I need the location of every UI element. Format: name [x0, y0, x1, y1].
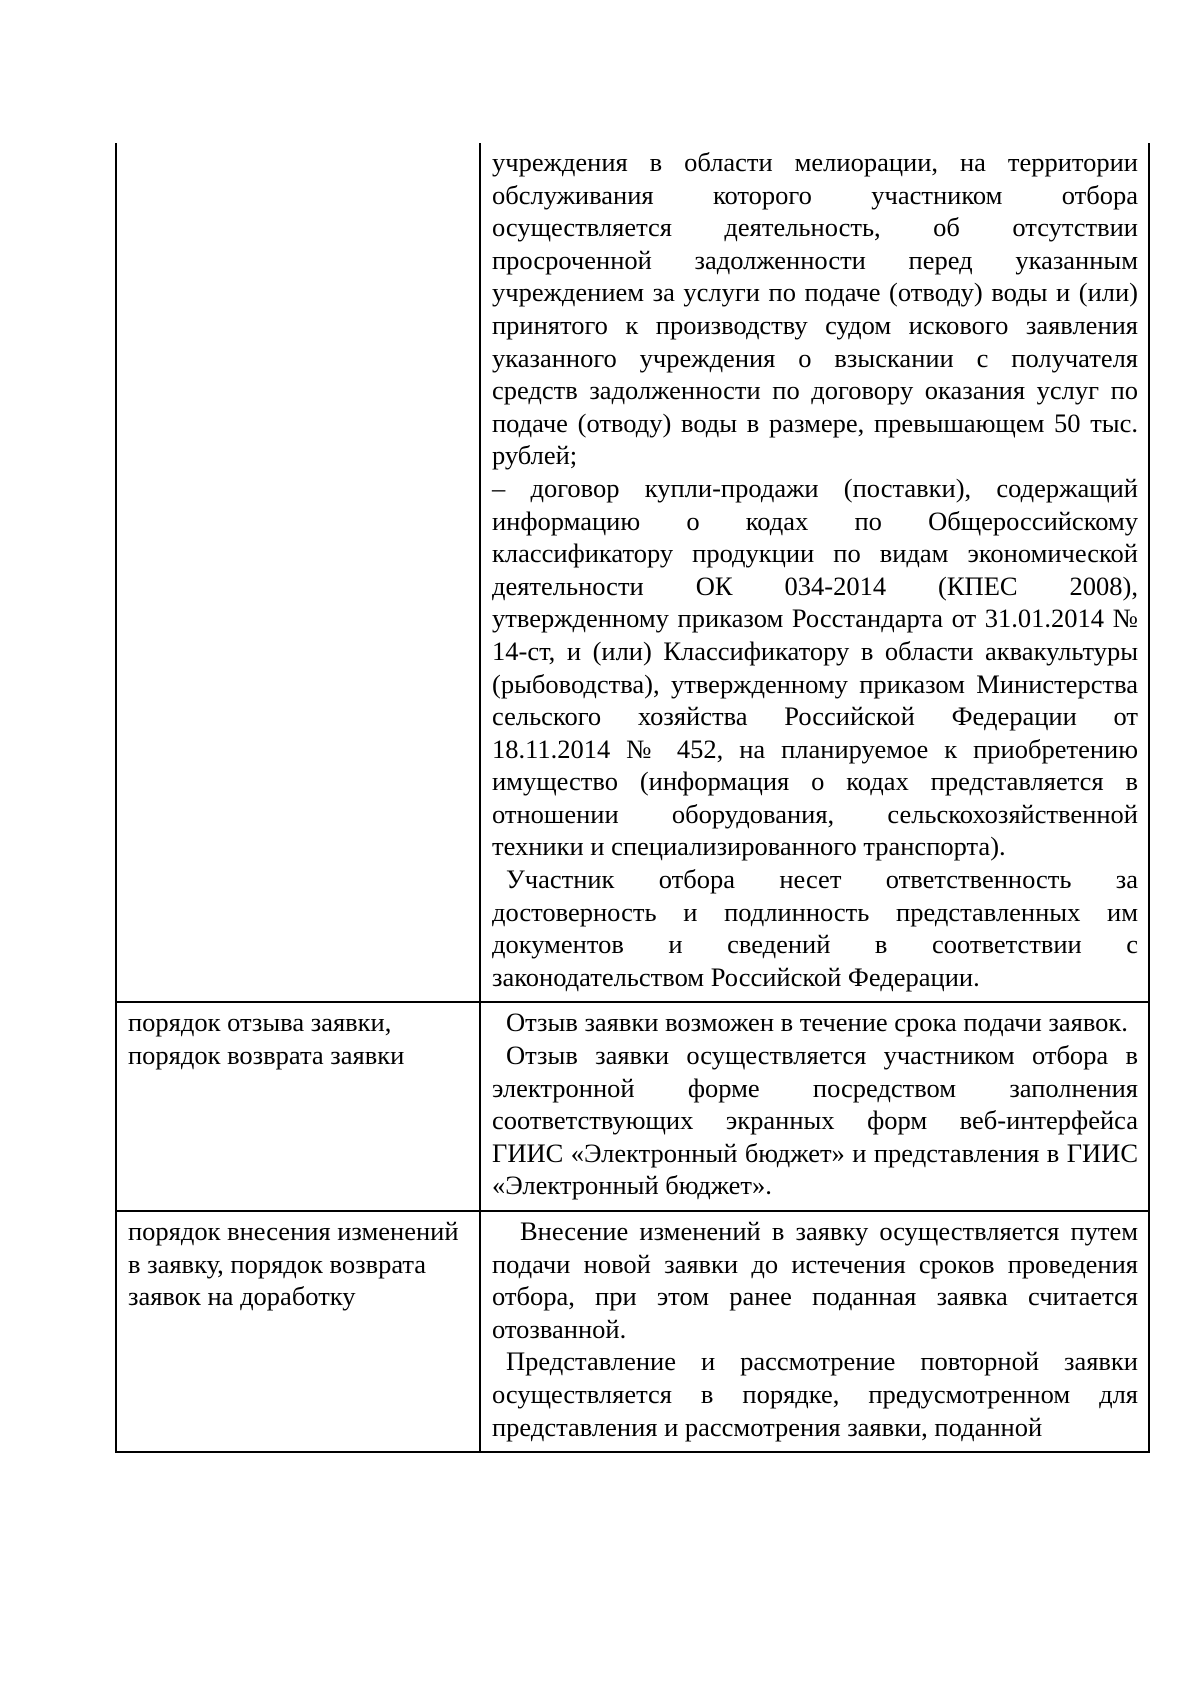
row-label-cell	[116, 1211, 480, 1452]
paragraph: Участник отбора несет ответственность за достоверность и подлинность представленных им документов и сведений в соответствии с законодательством Российской Федерации.	[492, 864, 1138, 992]
row-label-cell	[116, 1002, 480, 1211]
row-label: порядок внесения изменений в заявку, порядок возврата заявок на доработку	[128, 1216, 459, 1312]
requirements-table	[115, 143, 1150, 1453]
paragraph: Представление и рассмотрение повторной заявки осуществляется в порядке, предусмотренном для представления и рассмотрения заявки, поданной	[492, 1346, 1138, 1442]
row-label: порядок отзыва заявки, порядок возврата заявки	[128, 1007, 405, 1071]
row-label-cell	[116, 143, 480, 1002]
table-row	[116, 143, 1149, 1002]
paragraph: Внесение изменений в заявку осуществляется путем подачи новой заявки до истечения сроков проведения отбора, при этом ранее поданная заявка считается отозванной.	[492, 1216, 1138, 1344]
paragraph: Отзыв заявки осуществляется участником отбора в электронной форме посредством заполнения соответствующих экранных форм веб-интерфейса ГИИС «Электронный бюджет» и представления в ГИИС «Электронный бюджет».	[492, 1040, 1138, 1201]
paragraph: – договор купли-продажи (поставки), содержащий информацию о кодах по Общероссийскому классификатору продукции по видам экономической деятельности ОК 034-2014 (КПЕС 2008), утвержденному приказом Росстандарта от 31.01.2014 № 14-ст, и (или) Классификатору в области аквакультуры (рыбоводства), утвержденному приказом Министерства сельского хозяйства Российской Федерации от 18.11.2014 № 452, на планируемое к приобретению имущество (информация о кодах представляется в отношении оборудования, сельскохозяйственной техники и специализированного транспорта).	[492, 472, 1138, 862]
paragraph: Отзыв заявки возможен в течение срока подачи заявок.	[506, 1007, 1128, 1038]
row-content-cell	[480, 1002, 1149, 1211]
table-row	[116, 1211, 1149, 1452]
paragraph: учреждения в области мелиорации, на территории обслуживания которого участником отбора осуществляется деятельность, об отсутствии просроченной задолженности перед указанным учреждением за услуги по подаче (отводу) воды и (или) принятого к производству судом искового заявления указанного учреждения о взыскании с получателя средств задолженности по договору оказания услуг по подаче (отводу) воды в размере, превышающем 50 тыс. рублей;	[492, 147, 1138, 471]
row-content-cell	[480, 1211, 1149, 1452]
row-content-cell	[480, 143, 1149, 1002]
table-row	[116, 1002, 1149, 1211]
